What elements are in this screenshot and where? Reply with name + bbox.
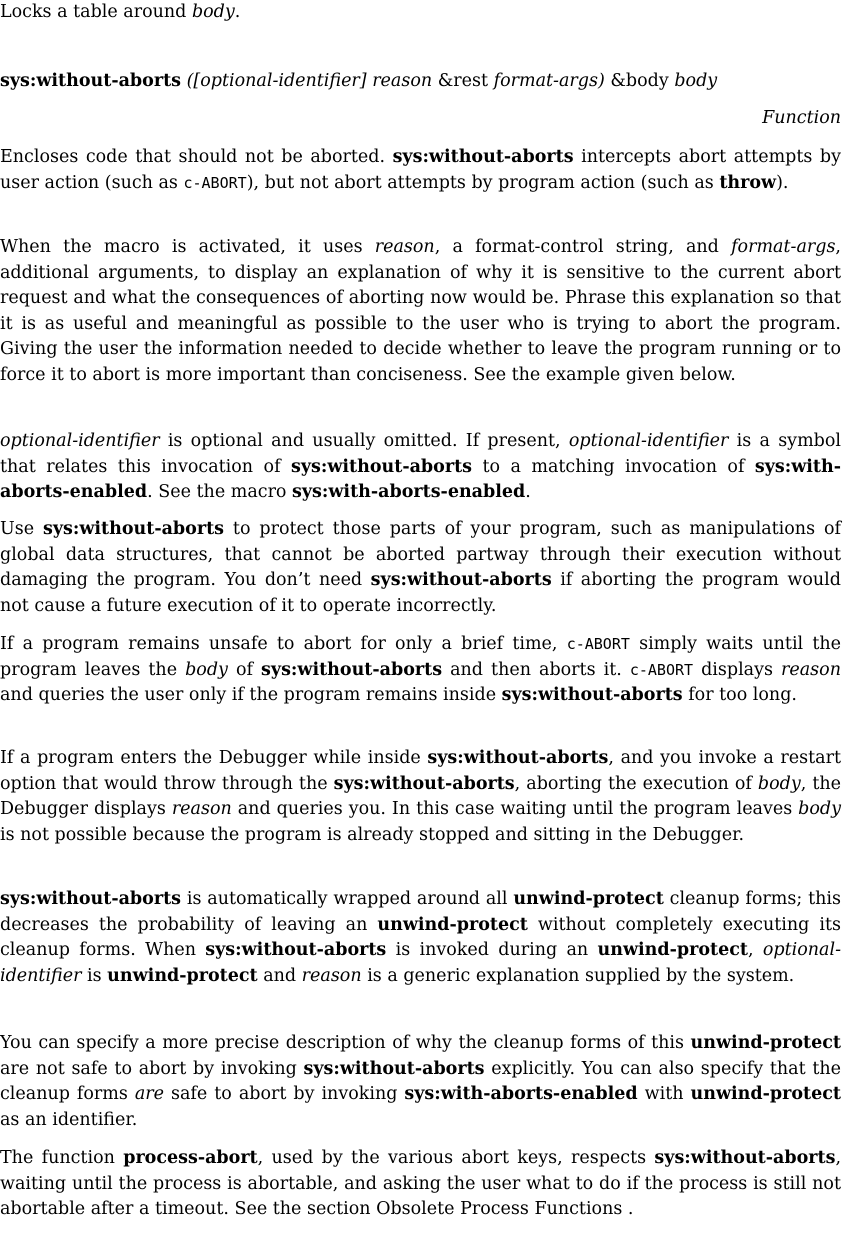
- text-run: is invoked during an: [386, 940, 598, 960]
- text-run: ,: [747, 940, 763, 960]
- text-run: sys:without-aborts: [205, 940, 387, 960]
- text-run: of: [227, 659, 262, 680]
- text-run: simply waits until the program leaves the: [0, 634, 842, 680]
- intro-line: [0, 0, 841, 26]
- text-run: unwind-protect: [513, 889, 664, 909]
- text-run: for too long.: [682, 685, 797, 705]
- text-run: aborts: [773, 1148, 836, 1168]
- text-run: sys:without-aborts: [43, 519, 224, 539]
- text-run: and queries the user only if the program remains inside: [0, 685, 502, 705]
- text-run: are not safe to abort by invoking: [0, 1058, 304, 1079]
- text-run: are: [134, 1084, 165, 1104]
- text-run: is a generic explanation supplied by the system.: [361, 965, 795, 986]
- text-run: body: [798, 799, 841, 819]
- text-run: sys:without-aborts: [261, 659, 443, 680]
- text-run: is not possible because the program is already stopped and sitting in the Debugger.: [0, 824, 745, 845]
- text-run: body: [757, 773, 801, 794]
- text-run: to a matching invocation of: [472, 456, 755, 477]
- signature-body-arg: body: [674, 71, 718, 91]
- text-run: optional-identifier: [0, 431, 160, 451]
- text-run: If a program remains unsafe to abort for only a brief time,: [0, 634, 567, 654]
- text-run: unwind-protect: [377, 914, 528, 935]
- text-run: sys:without-aborts: [392, 147, 574, 167]
- text-run: as an identifier.: [0, 1109, 138, 1130]
- intro-text: Locks a table around: [0, 2, 192, 22]
- text-run: is: [81, 965, 108, 986]
- signature-args: ([optional-identifier] reason: [186, 71, 433, 91]
- text-run: sys:with-aborts-enabled: [292, 482, 526, 502]
- text-run: process-abort: [123, 1148, 258, 1168]
- text-run: ).: [776, 172, 789, 193]
- text-run: c-ABORT: [629, 660, 694, 679]
- text-run: reason: [374, 237, 435, 257]
- text-run: if aborting the program would not cause a future execution of it to operate incorrectly.: [0, 570, 841, 616]
- text-run: is automatically wrapped around all: [181, 889, 514, 909]
- text-run: reason: [781, 659, 841, 680]
- signature-rest-keyword: &rest: [437, 71, 489, 91]
- text-run: unwind-protect: [690, 1084, 841, 1104]
- function-category: [0, 106, 841, 132]
- text-run: body: [185, 659, 228, 680]
- text-run: unwind-protect: [107, 965, 258, 986]
- text-run: sys:without-aborts: [370, 570, 552, 590]
- text-run: safe to abort by invoking: [164, 1084, 405, 1104]
- text-run: sys:without-aborts: [291, 456, 472, 477]
- text-run: Encloses code that should not be aborted.: [0, 147, 393, 167]
- text-run: .: [234, 2, 241, 22]
- text-run: explicitly. You can also specify that the cleanup forms: [0, 1058, 841, 1104]
- category-label: Function: [762, 108, 841, 128]
- text-run: , and you invoke a restart option that would throw through the: [0, 748, 841, 794]
- text-run: intercepts abort attempts by user action (such as: [0, 147, 841, 193]
- text-run: .: [525, 482, 531, 502]
- text-run: sys:with-: [404, 1084, 491, 1104]
- text-run: sys:without-: [654, 1148, 774, 1168]
- text-run: optional-identifier: [0, 940, 841, 986]
- intro-body-word: body: [191, 2, 235, 22]
- text-run: and then aborts it.: [442, 659, 630, 680]
- text-run: displays: [693, 659, 782, 680]
- text-run: When the macro is activated, it uses: [0, 237, 375, 257]
- text-run: sys:without-aborts: [501, 685, 683, 705]
- signature-name: sys:without-aborts: [0, 71, 181, 91]
- text-run: unwind-protect: [597, 940, 748, 960]
- paragraph-9: [0, 1146, 841, 1223]
- text-run: sys:with-aborts-enabled: [0, 456, 841, 502]
- text-run: sys:without-aborts: [333, 773, 515, 794]
- text-run: You can specify a more precise description of why the cleanup forms of this: [0, 1033, 691, 1053]
- paragraph-2: [0, 235, 841, 388]
- text-run: , aborting the execution of: [514, 773, 758, 794]
- text-run: c-ABORT: [566, 635, 630, 653]
- text-run: ), but not abort attempts by program action (such as: [246, 172, 720, 193]
- paragraph-5: [0, 632, 841, 709]
- text-run: and queries you. In this case waiting until the program leaves: [231, 799, 799, 819]
- text-run: , waiting until the process is abortable, and asking the user what to do if the process is still not abortable after a timeout. See the section Obsolete Process Functions .: [0, 1148, 842, 1219]
- text-run: reason: [301, 965, 362, 986]
- text-run: optional-identifier: [568, 431, 729, 451]
- signature-rest-arg: format-args): [493, 71, 605, 91]
- c-abort-key: c-ABORT: [183, 173, 247, 192]
- paragraph-1: [0, 145, 841, 196]
- text-run: Use: [0, 519, 43, 539]
- text-run: . See the macro: [147, 482, 293, 502]
- text-run: with: [637, 1084, 691, 1104]
- paragraph-4: [0, 517, 841, 619]
- text-run: sys:without-aborts: [427, 748, 609, 768]
- text-run: and: [257, 965, 302, 986]
- text-run: If a program enters the Debugger while inside: [0, 748, 428, 768]
- text-run: The function: [0, 1148, 124, 1168]
- paragraph-7: [0, 887, 841, 989]
- text-run: args: [796, 237, 836, 257]
- paragraph-3: [0, 429, 841, 506]
- text-run: to protect those parts of your program, such as manipulations of global data structures, that cannot be aborted partway through their execution without damaging the program. You don’t need: [0, 519, 841, 590]
- signature-body-keyword: &body: [610, 71, 669, 91]
- paragraph-8: [0, 1031, 841, 1133]
- text-run: reason: [171, 799, 232, 819]
- text-run: , the Debugger displays: [0, 773, 841, 819]
- text-run: cleanup forms; this decreases the probability of leaving an: [0, 889, 841, 935]
- text-run: aborts-enabled: [490, 1084, 638, 1104]
- text-run: , additional arguments, to display an explanation of why it is sensitive to the current abort request and what the consequences of aborting now would be. Phrase this explanation so that it is as useful and meaningful as possible to the user who is trying to abort the program. Giving the user the information needed to decide whether to leave the program running or to force it to abort is more important than conciseness. See the example given below.: [0, 237, 841, 385]
- paragraph-6: [0, 746, 841, 848]
- text-run: , a format-control string, and: [434, 237, 732, 257]
- text-run: sys:without-aborts: [0, 889, 181, 909]
- text-run: format-: [731, 237, 797, 257]
- text-run: unwind-protect: [690, 1033, 841, 1053]
- text-run: sys:without-aborts: [303, 1058, 485, 1079]
- text-run: , used by the various abort keys, respects: [257, 1148, 655, 1168]
- text-run: without completely executing its cleanup forms. When: [0, 914, 841, 960]
- text-run: throw: [719, 172, 777, 193]
- text-run: is optional and usually omitted. If present,: [159, 431, 569, 451]
- function-signature: [0, 69, 841, 95]
- text-run: is a symbol that relates this invocation of: [0, 431, 841, 477]
